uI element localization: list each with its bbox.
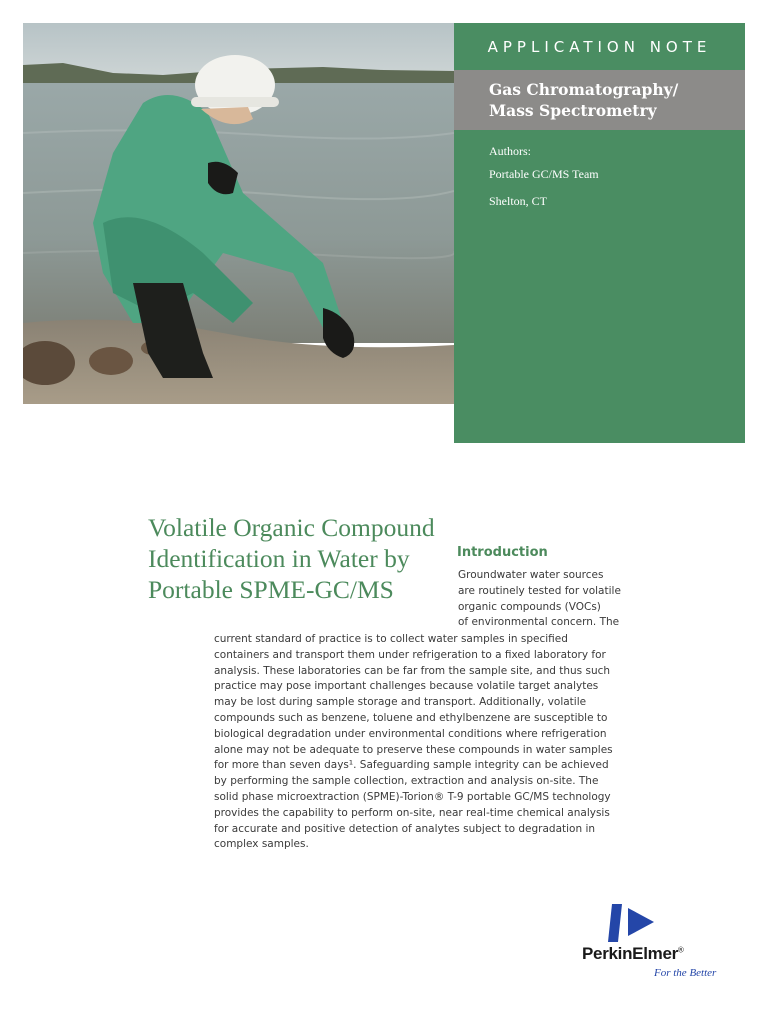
cover-photo [23, 23, 454, 404]
introduction-body: current standard of practice is to collect water samples in specified containers and transport them under refrigeration to a fixed laboratory for analysis. These laboratories can be far from the sample site, and thus such practice may pose important challenges because volatile target analytes may be lost during sample storage and transport. Additionally, volatile compounds such as benzene, toluene and ethylbenzene are susceptible to biological degradation under environmental conditions where refrigeration alone may not be adequate to preserve these compounds in water samples for more than seven days¹. Safeguarding sample integrity can be achieved by performing the sample collection, extraction and analysis on-site. The solid phase microextraction (SPME)-Torion® T-9 portable GC/MS technology provides the capability to perform on-site, near real-time chemical analysis for accurate and positive detection of analytes subject to degradation in complex samples. [214, 633, 613, 851]
logo-name-text: PerkinElmer [582, 944, 678, 963]
authors-block [489, 144, 599, 209]
introduction-heading: Introduction [457, 545, 548, 560]
perkinelmer-logo [580, 900, 730, 985]
header-panel [454, 23, 745, 443]
author-location: Shelton, CT [489, 194, 548, 208]
registered-mark: ® [677, 945, 684, 955]
field-worker-sampling-water-image [23, 23, 454, 404]
introduction-first-lines: Groundwater water sources are routinely tested for volatile organic compounds (VOCs) of environmental concern. The [458, 569, 621, 629]
technology-title: Gas Chromatography/ Mass Spectrometry [489, 80, 679, 120]
authors-label: Authors: [489, 144, 531, 158]
technology-band [454, 70, 745, 130]
logo-tagline: For the Better [654, 967, 717, 979]
author-team: Portable GC/MS Team [489, 167, 599, 181]
application-note-label: APPLICATION NOTE [487, 37, 712, 56]
logo-wordmark [582, 944, 684, 964]
document-title: Volatile Organic Compound Identification in Water by Portable SPME-GC/MS [148, 513, 435, 604]
perkinelmer-mark-icon [606, 902, 660, 944]
